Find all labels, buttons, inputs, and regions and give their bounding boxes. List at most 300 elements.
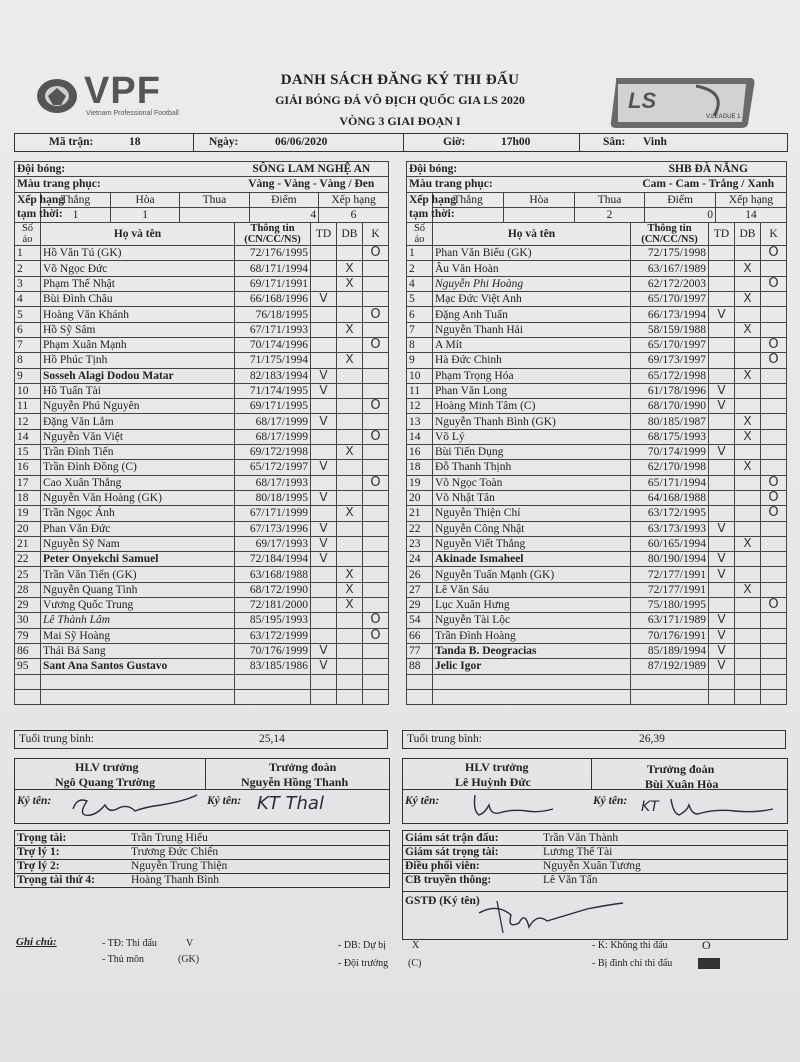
player-number: 66 [407, 628, 433, 643]
loss-value [180, 207, 249, 222]
circle-mark-icon: O [768, 275, 779, 291]
player-td-mark [709, 643, 735, 658]
player-db-mark [735, 261, 761, 276]
home-manager-name: Nguyễn Hồng Thanh [241, 775, 349, 789]
home-manager-sign-label: Ký tên: [207, 795, 242, 807]
player-info: 68/170/1990 [631, 399, 709, 414]
player-row [15, 307, 389, 322]
player-name: Võ Ngọc Đức [41, 261, 235, 276]
cross-mark-icon: X [345, 581, 354, 596]
away-coach-sign-label: Ký tên: [405, 795, 440, 807]
player-name: Sant Ana Santos Gustavo [41, 659, 235, 674]
check-mark-icon: V [319, 643, 328, 658]
player-td-mark [311, 521, 337, 536]
player-k-mark [761, 368, 787, 383]
player-name: Hà Đức Chinh [433, 353, 631, 368]
player-number: 12 [15, 414, 41, 429]
player-db-mark [337, 613, 363, 628]
player-k-mark [363, 552, 389, 567]
check-mark-icon: V [717, 306, 726, 321]
player-k-mark [761, 383, 787, 398]
note-gk: - Thủ môn [102, 954, 145, 965]
player-name: Đặng Văn Lắm [41, 414, 235, 429]
player-number: 22 [407, 521, 433, 536]
player-number: 5 [15, 307, 41, 322]
player-td-mark [709, 536, 735, 551]
official-name: Nguyễn Trung Thiện [131, 860, 228, 872]
player-name: Hoàng Minh Tâm (C) [433, 399, 631, 414]
player-row [407, 613, 787, 628]
home-kit-colors: Vàng - Vàng - Vàng / Đen [235, 177, 389, 192]
player-number: 14 [15, 429, 41, 444]
cross-mark-icon: X [345, 275, 354, 290]
empty-cell [41, 674, 235, 689]
player-name: Peter Onyekchi Samuel [41, 552, 235, 567]
cross-mark-icon: X [743, 459, 752, 474]
player-k-mark [363, 399, 389, 414]
official-name: Lê Văn Tấn [543, 874, 598, 886]
official-role-label: Giám sát trận đấu: [405, 832, 499, 844]
away-coach-title: HLV trưởng [465, 760, 529, 774]
date-label: Ngày: [209, 136, 239, 148]
player-k-mark [363, 322, 389, 337]
player-k-mark [761, 307, 787, 322]
note-k-symbol: O [702, 938, 711, 952]
player-k-mark [363, 613, 389, 628]
player-td-mark [311, 353, 337, 368]
document-subtitle: GIẢI BÓNG ĐÁ VÔ ĐỊCH QUỐC GIA LS 2020 [275, 93, 525, 107]
circle-mark-icon: O [768, 245, 779, 261]
empty-cell [433, 689, 631, 704]
player-db-mark [735, 582, 761, 597]
player-td-mark [311, 598, 337, 613]
player-db-mark [337, 399, 363, 414]
player-number: 8 [407, 337, 433, 352]
player-name: Võ Nhật Tân [433, 490, 631, 505]
cross-mark-icon: X [345, 566, 354, 581]
note-k: - K: Không thi đấu [592, 940, 668, 951]
info-header-line1: Thông tin [647, 223, 692, 235]
player-td-mark [311, 628, 337, 643]
player-db-mark [735, 598, 761, 613]
player-number: 22 [15, 552, 41, 567]
player-td-mark [709, 628, 735, 643]
player-db-mark [735, 460, 761, 475]
home-team-table [14, 161, 389, 705]
circle-mark-icon: O [370, 474, 381, 490]
cross-mark-icon: X [743, 321, 752, 336]
player-name: Bùi Đình Châu [41, 292, 235, 307]
player-td-mark [709, 383, 735, 398]
away-staff-box [402, 758, 788, 824]
player-row [407, 521, 787, 536]
player-k-mark [761, 337, 787, 352]
points-value: 4 [249, 207, 318, 222]
player-row [15, 246, 389, 261]
player-number: 8 [15, 353, 41, 368]
player-row [15, 475, 389, 490]
player-name: Mạc Đức Việt Anh [433, 292, 631, 307]
cross-mark-icon: X [743, 367, 752, 382]
away-manager-name: Bùi Xuân Hòa [645, 777, 719, 791]
player-number: 24 [407, 552, 433, 567]
player-info: 67/171/1999 [235, 506, 311, 521]
round-title: VÒNG 3 GIAI ĐOẠN I [339, 114, 461, 128]
player-info: 68/17/1999 [235, 429, 311, 444]
player-db-mark [337, 490, 363, 505]
player-number: 86 [15, 643, 41, 658]
player-k-mark [761, 460, 787, 475]
check-mark-icon: V [319, 413, 328, 428]
player-k-mark [761, 643, 787, 658]
player-info: 58/159/1988 [631, 322, 709, 337]
player-info: 76/18/1995 [235, 307, 311, 322]
player-td-mark [709, 613, 735, 628]
player-info: 87/192/1989 [631, 659, 709, 674]
empty-cell [15, 674, 41, 689]
player-row [15, 445, 389, 460]
loss-value: 2 [574, 207, 645, 222]
player-name: Nguyễn Tuấn Mạnh (GK) [433, 567, 631, 582]
ls-logo-text: LS [628, 88, 657, 113]
player-info: 69/171/1991 [235, 276, 311, 291]
player-number: 2 [407, 261, 433, 276]
standing-table [433, 193, 786, 223]
check-mark-icon: V [717, 383, 726, 397]
player-db-mark [735, 399, 761, 414]
player-row [407, 261, 787, 276]
player-number: 17 [15, 475, 41, 490]
player-row [15, 613, 389, 628]
player-td-mark [709, 353, 735, 368]
player-info: 68/171/1994 [235, 261, 311, 276]
player-db-mark [337, 628, 363, 643]
player-name: Tanda B. Deogracias [433, 643, 631, 658]
player-db-mark [337, 582, 363, 597]
cross-mark-icon: X [743, 428, 752, 443]
number-header-line2: áo [22, 234, 33, 246]
player-db-mark [735, 383, 761, 398]
player-k-mark [761, 353, 787, 368]
loss-header: Thua [180, 193, 249, 208]
player-name: Phan Văn Đức [41, 521, 235, 536]
player-number: 19 [407, 475, 433, 490]
player-name: Trần Đình Tiến [41, 445, 235, 460]
player-k-mark [363, 429, 389, 444]
player-td-mark [709, 521, 735, 536]
check-mark-icon: V [319, 520, 328, 535]
check-mark-icon: V [717, 612, 726, 627]
draw-value: 1 [110, 207, 179, 222]
match-date: 06/06/2020 [275, 136, 328, 148]
player-td-mark [311, 582, 337, 597]
check-mark-icon: V [319, 459, 328, 474]
note-td-symbol: V [186, 938, 194, 949]
away-team-table [406, 161, 787, 705]
empty-cell [363, 674, 389, 689]
player-info: 69/17/1993 [235, 536, 311, 551]
player-k-mark [363, 582, 389, 597]
player-number: 11 [407, 383, 433, 398]
player-k-mark [761, 598, 787, 613]
player-row [407, 353, 787, 368]
player-name: Phạm Xuân Mạnh [41, 337, 235, 352]
player-db-mark [735, 536, 761, 551]
player-db-mark [337, 368, 363, 383]
player-db-mark [337, 429, 363, 444]
player-td-mark [311, 536, 337, 551]
player-number: 7 [407, 322, 433, 337]
k-header: K [761, 223, 787, 246]
draw-value [504, 207, 575, 222]
player-db-mark [337, 307, 363, 322]
player-td-mark [311, 368, 337, 383]
player-row [407, 337, 787, 352]
player-k-mark [363, 598, 389, 613]
away-manager-sign-label: Ký tên: [593, 795, 628, 807]
player-number: 10 [407, 368, 433, 383]
player-row [15, 521, 389, 536]
player-number: 9 [15, 368, 41, 383]
player-row [407, 490, 787, 505]
circle-mark-icon: O [768, 352, 779, 368]
player-name: Lê Văn Sáu [433, 582, 631, 597]
circle-mark-icon: O [370, 337, 381, 353]
player-db-mark [735, 613, 761, 628]
empty-cell [433, 674, 631, 689]
player-number: 21 [15, 536, 41, 551]
player-info: 65/172/1998 [631, 368, 709, 383]
player-name: Hồ Tuấn Tài [41, 383, 235, 398]
player-number: 27 [407, 582, 433, 597]
player-row [15, 567, 389, 582]
vpf-logo-sub: Vietnam Professional Football [86, 110, 179, 117]
document-title: DANH SÁCH ĐĂNG KÝ THI ĐẤU [280, 72, 520, 88]
player-info: 80/18/1995 [235, 490, 311, 505]
player-number: 20 [15, 521, 41, 536]
player-name: Phạm Trọng Hóa [433, 368, 631, 383]
td-header: TD [311, 223, 337, 246]
rank-label-line2: tạm thời: [17, 208, 63, 221]
match-no-label: Mã trận: [49, 136, 94, 148]
check-mark-icon: V [319, 490, 328, 505]
player-name: Võ Lý [433, 429, 631, 444]
official-role-label: Điều phối viên: [405, 860, 480, 872]
player-db-mark [735, 353, 761, 368]
player-k-mark [363, 292, 389, 307]
player-info: 72/177/1991 [631, 582, 709, 597]
player-info: 71/174/1995 [235, 383, 311, 398]
player-k-mark [363, 460, 389, 475]
draw-header: Hòa [110, 193, 179, 208]
win-header: Thắng [433, 193, 504, 208]
player-k-mark [761, 521, 787, 536]
player-db-mark [735, 307, 761, 322]
player-td-mark [311, 506, 337, 521]
player-k-mark [761, 276, 787, 291]
official-name: Trần Văn Thành [543, 832, 619, 844]
player-db-mark [735, 445, 761, 460]
home-coach-sign-label: Ký tên: [17, 795, 52, 807]
player-row [15, 598, 389, 613]
player-name: A Mít [433, 337, 631, 352]
empty-cell [363, 689, 389, 704]
circle-mark-icon: O [370, 306, 381, 322]
player-td-mark [709, 368, 735, 383]
player-db-mark [337, 383, 363, 398]
player-td-mark [709, 598, 735, 613]
player-k-mark [761, 246, 787, 261]
player-info: 85/195/1993 [235, 613, 311, 628]
player-name: Nguyễn Phú Nguyên [41, 399, 235, 414]
player-row [407, 292, 787, 307]
name-header: Họ và tên [41, 223, 235, 246]
player-db-mark [337, 337, 363, 352]
player-name: Đỗ Thanh Thịnh [433, 460, 631, 475]
player-name: Lục Xuân Hưng [433, 598, 631, 613]
player-db-mark [735, 368, 761, 383]
player-name: Phạm Thế Nhật [41, 276, 235, 291]
player-number: 88 [407, 659, 433, 674]
player-row [15, 292, 389, 307]
empty-cell [41, 689, 235, 704]
player-number: 29 [15, 598, 41, 613]
player-row [407, 445, 787, 460]
player-row [15, 552, 389, 567]
player-number: 3 [15, 276, 41, 291]
player-number: 18 [15, 490, 41, 505]
empty-cell [709, 674, 735, 689]
player-k-mark [761, 628, 787, 643]
player-number: 5 [407, 292, 433, 307]
player-row [15, 337, 389, 352]
player-td-mark [311, 445, 337, 460]
player-row [407, 674, 787, 689]
player-td-mark [709, 261, 735, 276]
note-td: - TĐ: Thi đấu [102, 938, 157, 949]
player-db-mark [337, 322, 363, 337]
check-mark-icon: V [319, 383, 328, 397]
officials-right-box [402, 830, 788, 940]
name-header: Họ và tên [433, 223, 631, 246]
official-role-label: Trọng tài: [17, 832, 67, 844]
check-mark-icon: V [717, 643, 726, 658]
check-mark-icon: V [319, 535, 328, 550]
player-info: 69/171/1995 [235, 399, 311, 414]
check-mark-icon: V [717, 520, 726, 535]
player-number: 1 [15, 246, 41, 261]
player-row [15, 322, 389, 337]
player-k-mark [363, 659, 389, 674]
player-row [407, 475, 787, 490]
player-number: 23 [407, 536, 433, 551]
player-k-mark [761, 536, 787, 551]
player-info: 60/165/1994 [631, 536, 709, 551]
note-db-symbol: X [412, 940, 420, 951]
player-td-mark [311, 383, 337, 398]
empty-cell [761, 689, 787, 704]
player-name: Nguyễn Thanh Hải [433, 322, 631, 337]
player-db-mark [735, 659, 761, 674]
vleague-logo [608, 72, 758, 132]
check-mark-icon: V [319, 367, 328, 382]
player-number: 13 [407, 414, 433, 429]
cross-mark-icon: X [345, 505, 354, 520]
player-info: 67/171/1993 [235, 322, 311, 337]
player-info: 68/17/1993 [235, 475, 311, 490]
player-db-mark [337, 567, 363, 582]
rank-label-line1: Xếp hạng [409, 194, 456, 207]
rank-value: 14 [715, 207, 786, 222]
player-k-mark [761, 261, 787, 276]
player-row [407, 414, 787, 429]
player-db-mark [337, 292, 363, 307]
player-db-mark [337, 598, 363, 613]
player-name: Trần Đình Hoàng [433, 628, 631, 643]
player-db-mark [735, 246, 761, 261]
player-row [15, 429, 389, 444]
check-mark-icon: V [319, 551, 328, 566]
ls-logo-sub: V.LEAGUE 1 [706, 114, 741, 120]
home-manager-title: Trưởng đoàn [269, 760, 337, 774]
check-mark-icon: V [717, 566, 726, 581]
player-name: Vương Quốc Trung [41, 598, 235, 613]
away-coach-name: Lê Huỳnh Đức [455, 775, 531, 789]
match-no: 18 [129, 136, 141, 148]
player-row [407, 429, 787, 444]
note-gk-symbol: (GK) [178, 954, 200, 965]
player-number: 54 [407, 613, 433, 628]
player-k-mark [363, 276, 389, 291]
player-name: Nguyễn Tài Lộc [433, 613, 631, 628]
player-db-mark [735, 490, 761, 505]
player-k-mark [363, 353, 389, 368]
player-row [15, 460, 389, 475]
player-db-mark [337, 276, 363, 291]
empty-cell [709, 689, 735, 704]
player-td-mark [709, 292, 735, 307]
player-k-mark [363, 506, 389, 521]
player-number: 4 [15, 292, 41, 307]
home-staff-box [14, 758, 390, 824]
circle-mark-icon: O [768, 597, 779, 613]
player-info: 65/172/1997 [235, 460, 311, 475]
player-k-mark [363, 337, 389, 352]
player-k-mark [363, 475, 389, 490]
player-info: 72/181/2000 [235, 598, 311, 613]
player-info: 70/176/1991 [631, 628, 709, 643]
player-k-mark [761, 292, 787, 307]
cross-mark-icon: X [743, 260, 752, 275]
player-db-mark [337, 659, 363, 674]
player-k-mark [761, 659, 787, 674]
official-role-label: CB truyền thông: [405, 874, 492, 886]
player-info: 67/173/1996 [235, 521, 311, 536]
player-name: Mai Sỹ Hoàng [41, 628, 235, 643]
official-role-label: Trọng tài thứ 4: [17, 874, 95, 886]
player-row [15, 383, 389, 398]
standing-cell [41, 192, 389, 223]
official-name: Trần Trung Hiếu [131, 832, 208, 844]
player-k-mark [363, 414, 389, 429]
player-td-mark [709, 490, 735, 505]
info-header-line1: Thông tin [250, 223, 295, 235]
player-db-mark [735, 506, 761, 521]
player-name: Lê Thành Lâm [41, 613, 235, 628]
player-db-mark [735, 429, 761, 444]
empty-cell [735, 689, 761, 704]
player-db-mark [337, 643, 363, 658]
